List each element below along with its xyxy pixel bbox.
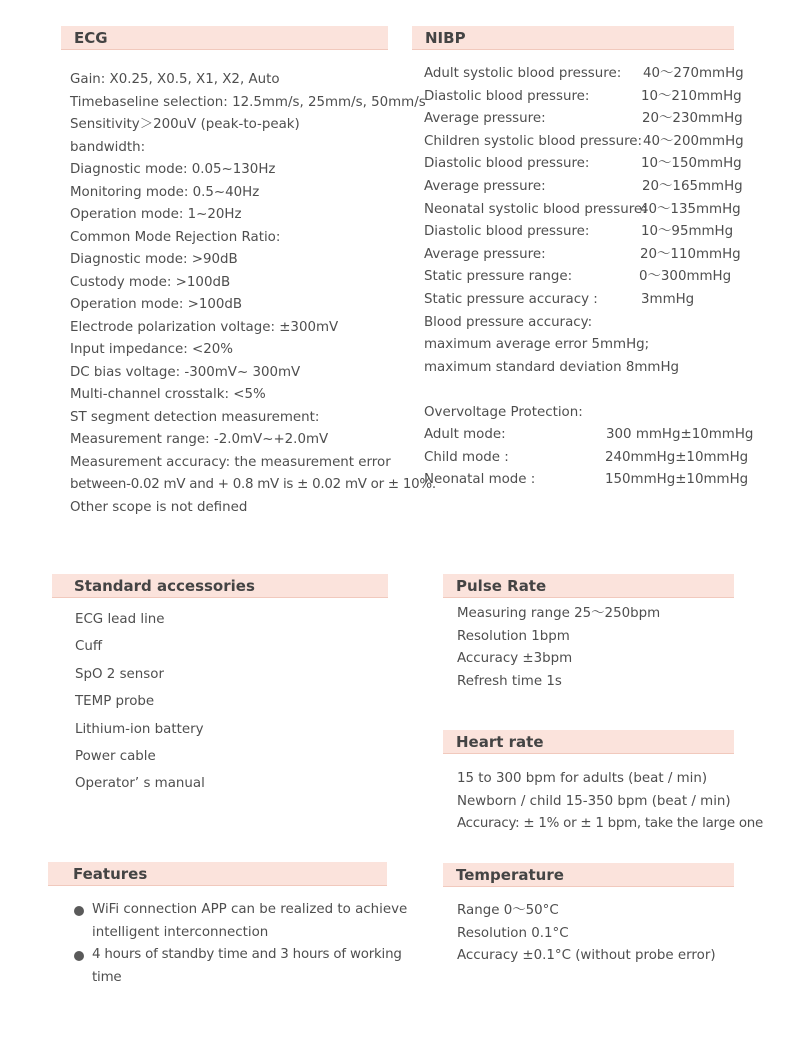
nibp-label: Diastolic blood pressure: (424, 156, 590, 172)
ecg-line: Sensitivity＞200uV (peak-to-peak) (70, 117, 300, 132)
pulse-rate-title: Pulse Rate (456, 577, 547, 595)
accessory-item: Operator’ s manual (75, 776, 205, 792)
nibp-value: 0～300mmHg (639, 269, 732, 285)
nibp-title: NIBP (425, 29, 466, 47)
ecg-header (61, 26, 388, 50)
overvoltage-label: Neonatal mode : (424, 472, 536, 488)
accessory-item: ECG lead line (75, 612, 165, 627)
pulse-rate-line: Accuracy ±3bpm (457, 651, 573, 666)
nibp-accuracy-line: Blood pressure accuracy: (424, 314, 593, 330)
ecg-line: Timebaseline selection: 12.5mm/s, 25mm/s, 50mm/s (70, 94, 426, 110)
overvoltage-row (424, 469, 764, 492)
accessories-header (52, 574, 388, 598)
feature-line: intelligent interconnection (92, 924, 269, 940)
nibp-specs (424, 63, 764, 492)
nibp-label: Adult systolic blood pressure: (424, 66, 622, 81)
ecg-line: Gain: X0.25, X0.5, X1, X2, Auto (70, 72, 280, 87)
nibp-row (424, 176, 764, 199)
accessory-item: Lithium-ion battery (75, 721, 204, 737)
heart-rate-header (443, 730, 734, 754)
nibp-header (412, 26, 734, 50)
nibp-row (424, 86, 764, 109)
heart-rate-line: 15 to 300 bpm for adults (beat / min) (457, 771, 708, 786)
nibp-label: Static pressure accuracy : (424, 291, 598, 307)
nibp-label: Neonatal systolic blood pressure: (424, 201, 647, 217)
nibp-row (424, 108, 764, 131)
overvoltage-label: Child mode : (424, 449, 509, 465)
temperature-line: Accuracy ±0.1°C (without probe error) (457, 948, 716, 963)
ecg-line: Operation mode: 1~20Hz (70, 207, 242, 222)
accessory-item: SpO 2 sensor (75, 666, 164, 682)
pulse-rate-line: Refresh time 1s (457, 673, 562, 689)
nibp-label: Children systolic blood pressure: (424, 133, 643, 149)
heart-rate-specs (457, 768, 763, 836)
nibp-value: 3mmHg (641, 291, 695, 307)
nibp-row (424, 131, 764, 154)
temperature-specs (457, 900, 716, 968)
nibp-value: 20～230mmHg (642, 111, 743, 127)
ecg-line: Input impedance: <20% (70, 342, 233, 357)
ecg-line: Other scope is not defined (70, 499, 248, 515)
ecg-line: Monitoring mode: 0.5~40Hz (70, 184, 260, 200)
temperature-line: Range 0～50°C (457, 903, 559, 918)
overvoltage-title: Overvoltage Protection: (424, 404, 583, 420)
features-title: Features (73, 865, 148, 883)
nibp-label: Diastolic blood pressure: (424, 88, 590, 104)
nibp-row (424, 244, 764, 267)
pulse-rate-specs (457, 603, 660, 693)
feature-line: WiFi connection APP can be realized to achieve (92, 902, 408, 917)
nibp-value: 20～110mmHg (640, 246, 741, 262)
nibp-accuracy-line: maximum average error 5mmHg; (424, 337, 650, 353)
heart-rate-line: Accuracy: ± 1% or ± 1 bpm, take the large one (457, 816, 763, 831)
nibp-label: Average pressure: (424, 178, 546, 194)
accessory-item: Cuff (75, 639, 103, 655)
overvoltage-label: Adult mode: (424, 427, 506, 443)
temperature-line: Resolution 0.1°C (457, 925, 569, 941)
accessories-list (75, 606, 205, 798)
nibp-row (424, 221, 764, 244)
ecg-line: DC bias voltage: -300mV~ 300mV (70, 364, 301, 380)
ecg-line: ST segment detection measurement: (70, 409, 320, 425)
feature-item (74, 899, 434, 944)
feature-line: 4 hours of standby time and 3 hours of working time (92, 947, 402, 985)
features-list (74, 899, 434, 989)
nibp-label: Average pressure: (424, 246, 546, 262)
overvoltage-row (424, 447, 764, 470)
nibp-accuracy-line: maximum standard deviation 8mmHg (424, 359, 680, 375)
ecg-line: between-0.02 mV and + 0.8 mV is ± 0.02 mV or ± 10%. (70, 477, 436, 492)
overvoltage-row (424, 424, 764, 447)
ecg-line: Diagnostic mode: 0.05~130Hz (70, 162, 276, 177)
bullet-icon (74, 951, 84, 961)
nibp-value: 40～200mmHg (643, 133, 744, 149)
ecg-line: Common Mode Rejection Ratio: (70, 229, 281, 245)
heart-rate-title: Heart rate (456, 733, 544, 751)
features-header (48, 862, 387, 886)
ecg-line: Diagnostic mode: >90dB (70, 252, 238, 267)
ecg-title: ECG (74, 29, 108, 47)
ecg-line: bandwidth: (70, 139, 146, 155)
pulse-rate-header (443, 574, 734, 598)
nibp-value: 10～210mmHg (641, 88, 742, 104)
heart-rate-line: Newborn / child 15-350 bpm (beat / min) (457, 793, 731, 809)
ecg-line: Measurement range: -2.0mV~+2.0mV (70, 432, 329, 447)
nibp-value: 10～95mmHg (641, 224, 734, 240)
nibp-row (424, 289, 764, 312)
feature-item (74, 944, 434, 989)
pulse-rate-line: Resolution 1bpm (457, 628, 570, 644)
ecg-line: Multi-channel crosstalk: <5% (70, 387, 266, 402)
ecg-line: Measurement accuracy: the measurement error (70, 454, 391, 470)
temperature-title: Temperature (456, 866, 564, 884)
bullet-icon (74, 906, 84, 916)
nibp-value: 40～270mmHg (643, 66, 744, 81)
overvoltage-value: 300 mmHg±10mmHg (606, 427, 754, 443)
ecg-line: Operation mode: >100dB (70, 297, 243, 312)
nibp-label: Average pressure: (424, 111, 546, 127)
accessories-title: Standard accessories (74, 577, 255, 595)
accessory-item: Power cable (75, 748, 156, 764)
nibp-value: 10～150mmHg (641, 156, 742, 172)
nibp-value: 40～135mmHg (640, 201, 741, 217)
nibp-value: 20～165mmHg (642, 178, 743, 194)
overvoltage-value: 150mmHg±10mmHg (605, 472, 749, 488)
ecg-specs (70, 69, 436, 519)
temperature-header (443, 863, 734, 887)
nibp-row (424, 199, 764, 222)
nibp-label: Diastolic blood pressure: (424, 224, 590, 240)
pulse-rate-line: Measuring range 25～250bpm (457, 606, 661, 621)
overvoltage-value: 240mmHg±10mmHg (605, 449, 749, 465)
nibp-row (424, 153, 764, 176)
nibp-label: Static pressure range: (424, 269, 573, 285)
ecg-line: Custody mode: >100dB (70, 274, 231, 290)
accessory-item: TEMP probe (75, 694, 155, 710)
nibp-row (424, 266, 764, 289)
ecg-line: Electrode polarization voltage: ±300mV (70, 319, 339, 335)
nibp-row (424, 63, 764, 86)
